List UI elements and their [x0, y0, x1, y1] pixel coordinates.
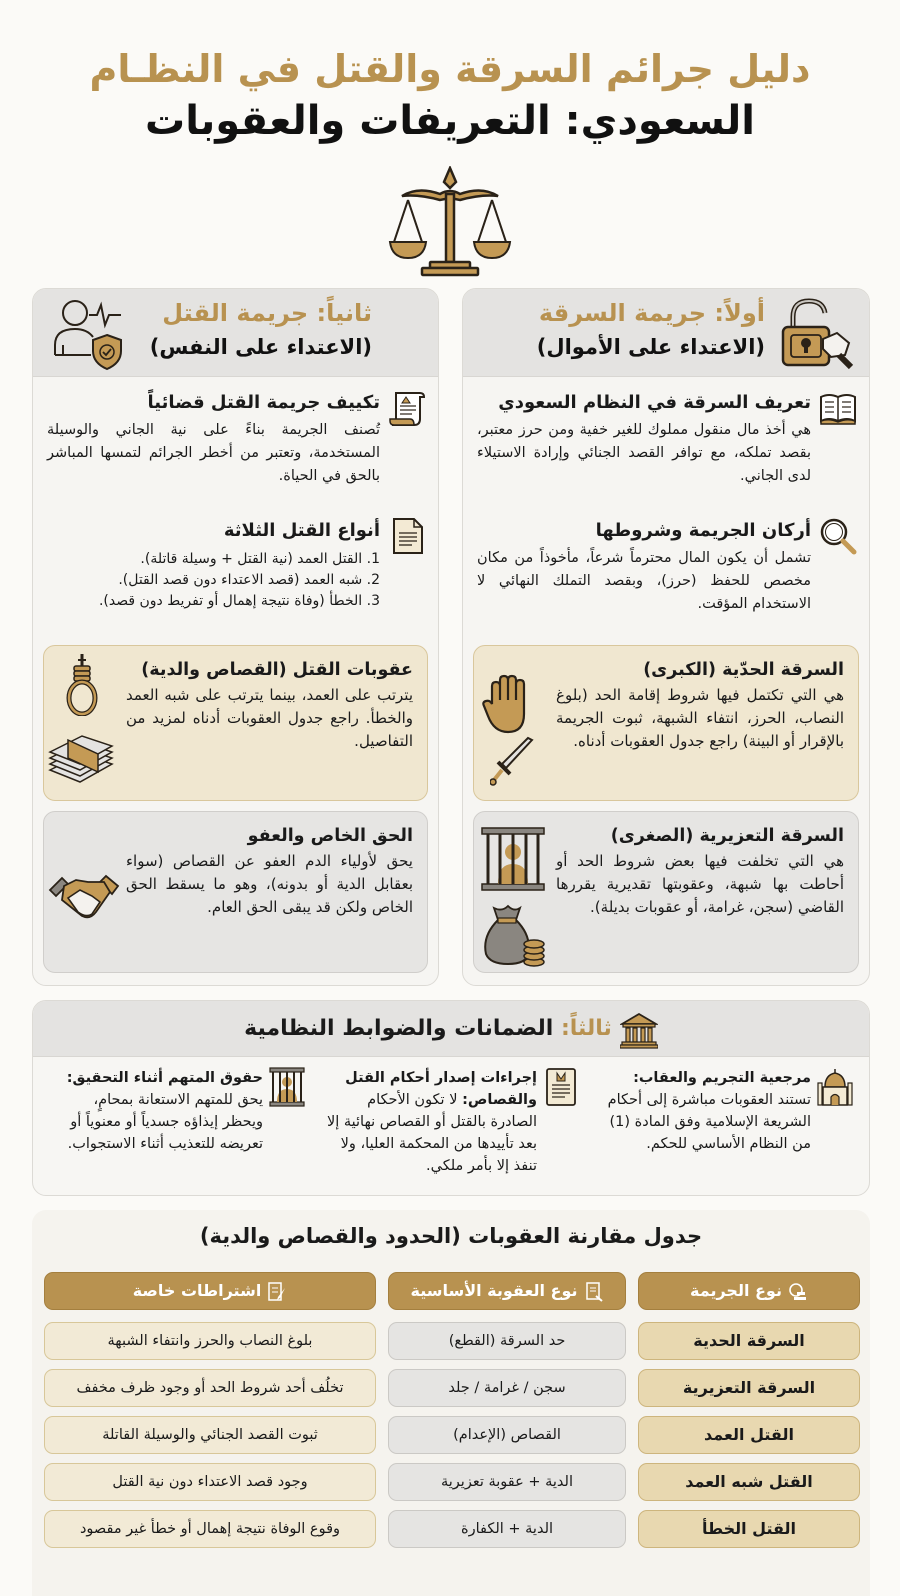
private-right-pardon-card	[43, 811, 428, 973]
table-row-2-conditions: تخلُف أحد شروط الحد أو وجود ظرف مخفف	[44, 1369, 376, 1407]
murder-panel	[32, 288, 439, 986]
hadd-theft-text: هي التي تكتمل فيها شروط إقامة الحد (بلوغ النصاب، الحرز، انتفاء الشبهة، ثبوت الجريمة بالإقرار أو البينة) راجع جدول العقوبات أدناه.	[556, 686, 844, 750]
accused-rights-title: حقوق المتهم أثناء التحقيق:	[66, 1070, 263, 1086]
table-row-5-penalty: الدية + الكفارة	[388, 1510, 626, 1548]
table-row-3-conditions: ثبوت القصد الجنائي والوسيلة القاتلة	[44, 1416, 376, 1454]
theft-definition-item	[477, 389, 857, 488]
table-row-3-crime: القتل العمد	[638, 1416, 860, 1454]
accused-rights-text: يحق للمتهم الاستعانة بمحامٍ، ويحظر إيذاؤه جسدياً أو معنوياً أو تعريضه للتعذيب أثناء الاستجواب.	[67, 1092, 263, 1152]
murder-penalties-card	[43, 645, 428, 801]
penalty-table-title: جدول مقارنة العقوبات (الحدود والقصاص والدية)	[199, 1224, 703, 1248]
magnifier-icon	[819, 517, 857, 555]
judgment-procedures-text: لا تكون الأحكام الصادرة بالقتل أو القصاص نهائية إلا بعد تأييدها من المحكمة العليا، ولا تنفذ إلا بأمر ملكي.	[326, 1092, 537, 1174]
table-row-5-crime: القتل الخطأ	[638, 1510, 860, 1548]
theft-panel-subtitle: (الاعتداء على الأموال)	[536, 335, 765, 359]
theft-definition-text: هي أخذ مال منقول مملوك للغير خفية ومن حرز معتبر، بقصد تملكه، مع توافر القصد الجنائي وإرادة الاستيلاء لدى الجاني.	[477, 422, 811, 484]
page-header	[0, 44, 900, 148]
table-row-2-crime: السرقة التعزيرية	[638, 1369, 860, 1407]
table-row-1-crime: السرقة الحدية	[638, 1322, 860, 1360]
legal-basis-text: تستند العقوبات مباشرة إلى أحكام الشريعة الإسلامية وفق المادة (1) من النظام الأساسي للحكم.	[607, 1092, 811, 1152]
private-right-pardon-text: يحق لأولياء الدم العفو عن القصاص (سواء بعقابل الدية أو بدونه)، وهو ما يسقط الحق الخاص ولكن قد يبقى الحق العام.	[126, 852, 413, 916]
murder-type-quasi-intentional: 2. شبه العمد (قصد الاعتداء دون قصد القتل).	[118, 572, 380, 588]
prisoner-icon	[269, 1067, 305, 1107]
money-bag-icon	[480, 902, 546, 968]
gavel-search-icon	[788, 1282, 808, 1302]
table-row-1-conditions: بلوغ النصاب والحرز وانتفاء الشبهة	[44, 1322, 376, 1360]
document-gavel-icon	[584, 1282, 604, 1302]
checklist-pen-icon	[267, 1282, 287, 1302]
table-row-4-penalty: الدية + عقوبة تعزيرية	[388, 1463, 626, 1501]
murder-type-accidental: 3. الخطأ (وفاة نتيجة إهمال أو تفريط دون قصد).	[98, 593, 380, 609]
legal-basis-title: مرجعية التجريم والعقاب:	[633, 1070, 811, 1086]
page-title-line-2: السعودي: التعريفات والعقوبات	[145, 98, 755, 144]
padlock-hand-icon	[779, 295, 855, 371]
scroll-document-icon	[388, 389, 426, 427]
sword-icon	[490, 736, 536, 786]
document-icon	[388, 517, 426, 555]
table-row-4-conditions: وجود قصد الاعتداء دون نية القتل	[44, 1463, 376, 1501]
murder-types-list	[47, 549, 380, 612]
table-row-1-penalty: حد السرقة (القطع)	[388, 1322, 626, 1360]
murder-panel-title: ثانياً: جريمة القتل	[162, 299, 372, 327]
page-title-line-1: دليل جرائم السرقة والقتل في النظـام	[89, 47, 811, 91]
hadd-theft-card	[473, 645, 859, 801]
table-row-4-crime: القتل شبه العمد	[638, 1463, 860, 1501]
theft-definition-title: تعريف السرقة في النظام السعودي	[498, 392, 811, 413]
murder-panel-subtitle: (الاعتداء على النفس)	[149, 335, 372, 359]
safeguard-legal-basis	[598, 1067, 853, 1155]
safeguards-title: ثالثاً: الضمانات والضوابط النظامية	[244, 1016, 612, 1041]
penalty-comparison-table	[32, 1210, 870, 1596]
hadd-theft-title: السرقة الحدّية (الكبرى)	[643, 660, 844, 680]
prison-bars-icon	[480, 826, 546, 892]
raised-hand-icon	[480, 674, 546, 740]
mosque-icon	[817, 1067, 853, 1107]
murder-types-item	[47, 517, 426, 612]
murder-classification-item	[47, 389, 426, 488]
sealed-document-icon	[543, 1067, 579, 1107]
theft-panel-title: أولاً: جريمة السرقة	[538, 299, 765, 327]
theft-panel-header	[463, 289, 869, 377]
column-header-crime-type: نوع الجريمة	[638, 1272, 860, 1310]
murder-panel-header	[33, 289, 438, 377]
safeguard-judgment-procedures	[324, 1067, 579, 1177]
murder-type-intentional: 1. القتل العمد (نية القتل + وسيلة قاتلة).	[140, 551, 380, 567]
open-book-icon	[819, 389, 857, 427]
murder-classification-title: تكييف جريمة القتل قضائياً	[147, 392, 380, 413]
theft-elements-text: تشمل أن يكون المال محترماً شرعاً، مأخوذاً من مكان مخصص للحفظ (حرز)، وبقصد التملك النهائي لا الاستخدام المؤقت.	[477, 550, 811, 612]
column-header-special-conditions: اشتراطات خاصة	[44, 1272, 376, 1310]
safeguard-accused-rights	[50, 1067, 305, 1155]
tazir-theft-text: هي التي تخلفت فيها بعض شروط الحد أو أحاطت بها شبهة، وعقوبتها تقديرية يقررها القاضي (سجن، غرامة، أو عقوبات بديلة).	[556, 852, 844, 916]
private-right-pardon-title: الحق الخاص والعفو	[247, 826, 413, 846]
murder-penalties-text: يترتب على العمد، بينما يترتب على شبه العمد والخطأ. راجع جدول العقوبات أدناه لمزيد من التفاصيل.	[126, 686, 413, 750]
cash-stack-icon	[46, 726, 116, 788]
theft-elements-title: أركان الجريمة وشروطها	[595, 520, 811, 541]
tazir-theft-title: السرقة التعزيرية (الصغرى)	[610, 826, 844, 846]
theft-elements-item	[477, 517, 857, 616]
murder-types-title: أنواع القتل الثلاثة	[223, 520, 380, 541]
table-row-2-penalty: سجن / غرامة / جلد	[388, 1369, 626, 1407]
murder-penalties-title: عقوبات القتل (القصاص والدية)	[141, 660, 413, 680]
judgment-procedures-title: إجراءات إصدار أحكام القتل والقصاص:	[345, 1070, 537, 1108]
safeguards-section	[32, 1000, 870, 1196]
handshake-icon	[48, 868, 120, 928]
safeguards-header	[33, 1001, 869, 1057]
table-row-5-conditions: وقوع الوفاة نتيجة إهمال أو خطأ غير مقصود	[44, 1510, 376, 1548]
scale-of-justice-icon	[388, 166, 512, 278]
column-header-penalty-type: نوع العقوبة الأساسية	[388, 1272, 626, 1310]
person-shield-heartbeat-icon	[51, 295, 127, 371]
noose-icon	[58, 652, 106, 716]
tazir-theft-card	[473, 811, 859, 973]
theft-panel	[462, 288, 870, 986]
courthouse-icon	[620, 1012, 658, 1050]
table-row-3-penalty: القصاص (الإعدام)	[388, 1416, 626, 1454]
murder-classification-text: تُصنف الجريمة بناءً على نية الجاني والوسيلة المستخدمة، وتعتبر من أخطر الجرائم لتمسها المباشر بالحق في الحياة.	[47, 422, 380, 484]
